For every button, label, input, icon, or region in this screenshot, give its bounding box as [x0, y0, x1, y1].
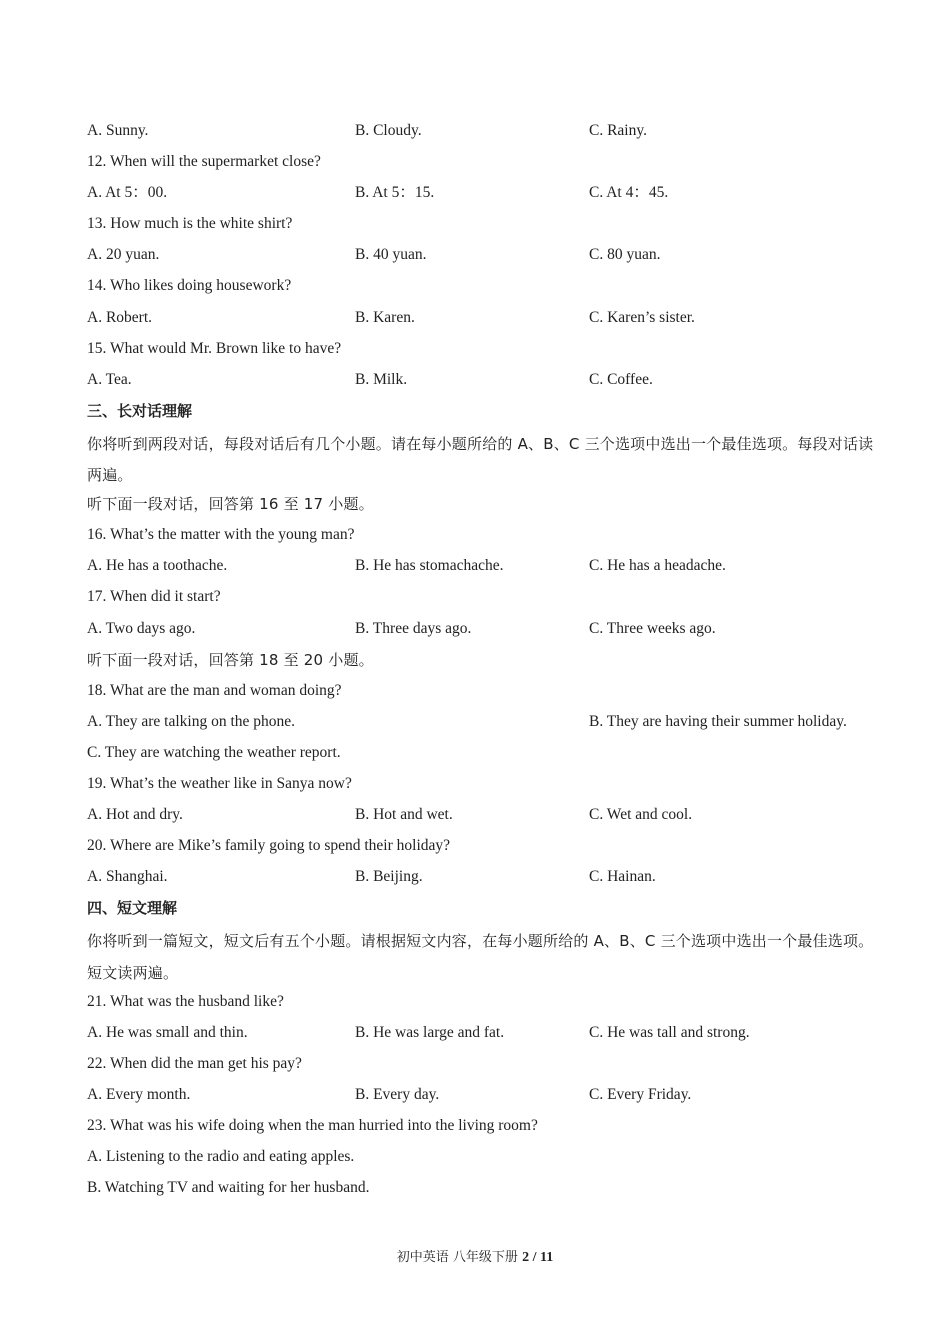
question-text: 12. When will the supermarket close? — [87, 153, 321, 171]
option-b: B. Milk. — [355, 370, 408, 388]
option-c: C. He was tall and strong. — [589, 1023, 750, 1041]
question-text: B. Watching TV and waiting for her husband. — [87, 1179, 370, 1197]
dialogue-instruction: 听下面一段对话，回答第 16 至 17 小题。 — [87, 495, 374, 514]
option-b: B. He has stomachache. — [355, 557, 504, 575]
option-b: B. He was large and fat. — [355, 1023, 505, 1041]
option-a: A. He was small and thin. — [87, 1023, 248, 1041]
answer-options-row — [87, 367, 877, 398]
option-b: B. They are having their summer holiday. — [589, 712, 847, 730]
option-b: B. 40 yuan. — [355, 246, 427, 264]
option-c: C. Every Friday. — [589, 1085, 692, 1103]
option-b: B. At 5：15. — [355, 184, 435, 202]
section-heading: 四、短文理解 — [87, 899, 178, 918]
question-text: 23. What was his wife doing when the man hurried into the living room? — [87, 1117, 538, 1134]
section-instructions: 你将听到一篇短文，短文后有五个小题。请根据短文内容，在每小题所给的 A、B、C 三个选项中选出一个最佳选项。短文读两遍。 — [87, 932, 874, 982]
option-b: B. Three days ago. — [355, 619, 472, 637]
option-a: A. Sunny. — [87, 122, 149, 139]
answer-options-row — [87, 305, 877, 336]
option-a: A. Every month. — [87, 1085, 191, 1103]
option-c: C. Hainan. — [589, 868, 656, 886]
option-c: C. Three weeks ago. — [589, 619, 716, 637]
option-a: A. Shanghai. — [87, 868, 168, 886]
answer-options-row — [87, 242, 877, 273]
option-c: C. Rainy. — [589, 122, 647, 139]
answer-options-row — [87, 553, 877, 584]
option-a: A. Hot and dry. — [87, 806, 183, 824]
option-a: A. 20 yuan. — [87, 246, 160, 264]
option-a: A. At 5：00. — [87, 184, 168, 202]
answer-options-row — [87, 118, 877, 149]
question-text: 21. What was the husband like? — [87, 992, 284, 1010]
answer-options-row — [87, 616, 877, 647]
exam-content — [87, 118, 877, 1206]
option-b: B. Cloudy. — [355, 122, 422, 139]
option-a: A. Two days ago. — [87, 619, 196, 637]
page-number: 2 / 11 — [522, 1250, 554, 1265]
question-text: 17. When did it start? — [87, 588, 221, 606]
option-a: A. Tea. — [87, 370, 132, 388]
question-text: C. They are watching the weather report. — [87, 743, 341, 761]
option-c: C. He has a headache. — [589, 557, 726, 575]
question-text: 22. When did the man get his pay? — [87, 1054, 302, 1072]
question-text: 19. What’s the weather like in Sanya now? — [87, 774, 352, 792]
option-a: A. He has a toothache. — [87, 557, 228, 575]
option-c: C. Wet and cool. — [589, 806, 693, 824]
option-b: B. Beijing. — [355, 868, 423, 886]
question-text: 14. Who likes doing housework? — [87, 277, 292, 295]
section-heading: 三、长对话理解 — [87, 401, 193, 420]
question-text: 13. How much is the white shirt? — [87, 215, 293, 233]
option-c: C. Coffee. — [589, 370, 653, 388]
option-b: B. Karen. — [355, 308, 415, 326]
page-footer — [0, 1246, 950, 1266]
option-a: A. They are talking on the phone. — [87, 712, 296, 730]
question-text: 18. What are the man and woman doing? — [87, 681, 342, 699]
option-c: C. At 4：45. — [589, 184, 669, 202]
option-a: A. Robert. — [87, 308, 153, 326]
answer-options-row — [87, 180, 877, 211]
answer-options-row — [87, 864, 877, 895]
option-c: C. 80 yuan. — [589, 246, 661, 264]
answer-options-row — [87, 1082, 877, 1113]
question-text: 16. What’s the matter with the young man? — [87, 526, 355, 544]
dialogue-instruction: 听下面一段对话，回答第 18 至 20 小题。 — [87, 650, 374, 669]
option-c: C. Karen’s sister. — [589, 308, 695, 326]
option-b: B. Every day. — [355, 1085, 440, 1103]
footer-label: 初中英语 八年级下册 — [396, 1250, 518, 1265]
question-text: 20. Where are Mike’s family going to spend their holiday? — [87, 837, 451, 855]
answer-options-row — [87, 709, 877, 740]
section-instructions: 你将听到两段对话，每段对话后有几个小题。请在每小题所给的 A、B、C 三个选项中选出一个最佳选项。每段对话读两遍。 — [87, 434, 874, 485]
answer-options-row — [87, 802, 877, 833]
question-text: 15. What would Mr. Brown like to have? — [87, 339, 342, 357]
answer-options-row — [87, 1020, 877, 1051]
option-b: B. Hot and wet. — [355, 806, 453, 824]
question-text: A. Listening to the radio and eating apples. — [87, 1148, 355, 1166]
